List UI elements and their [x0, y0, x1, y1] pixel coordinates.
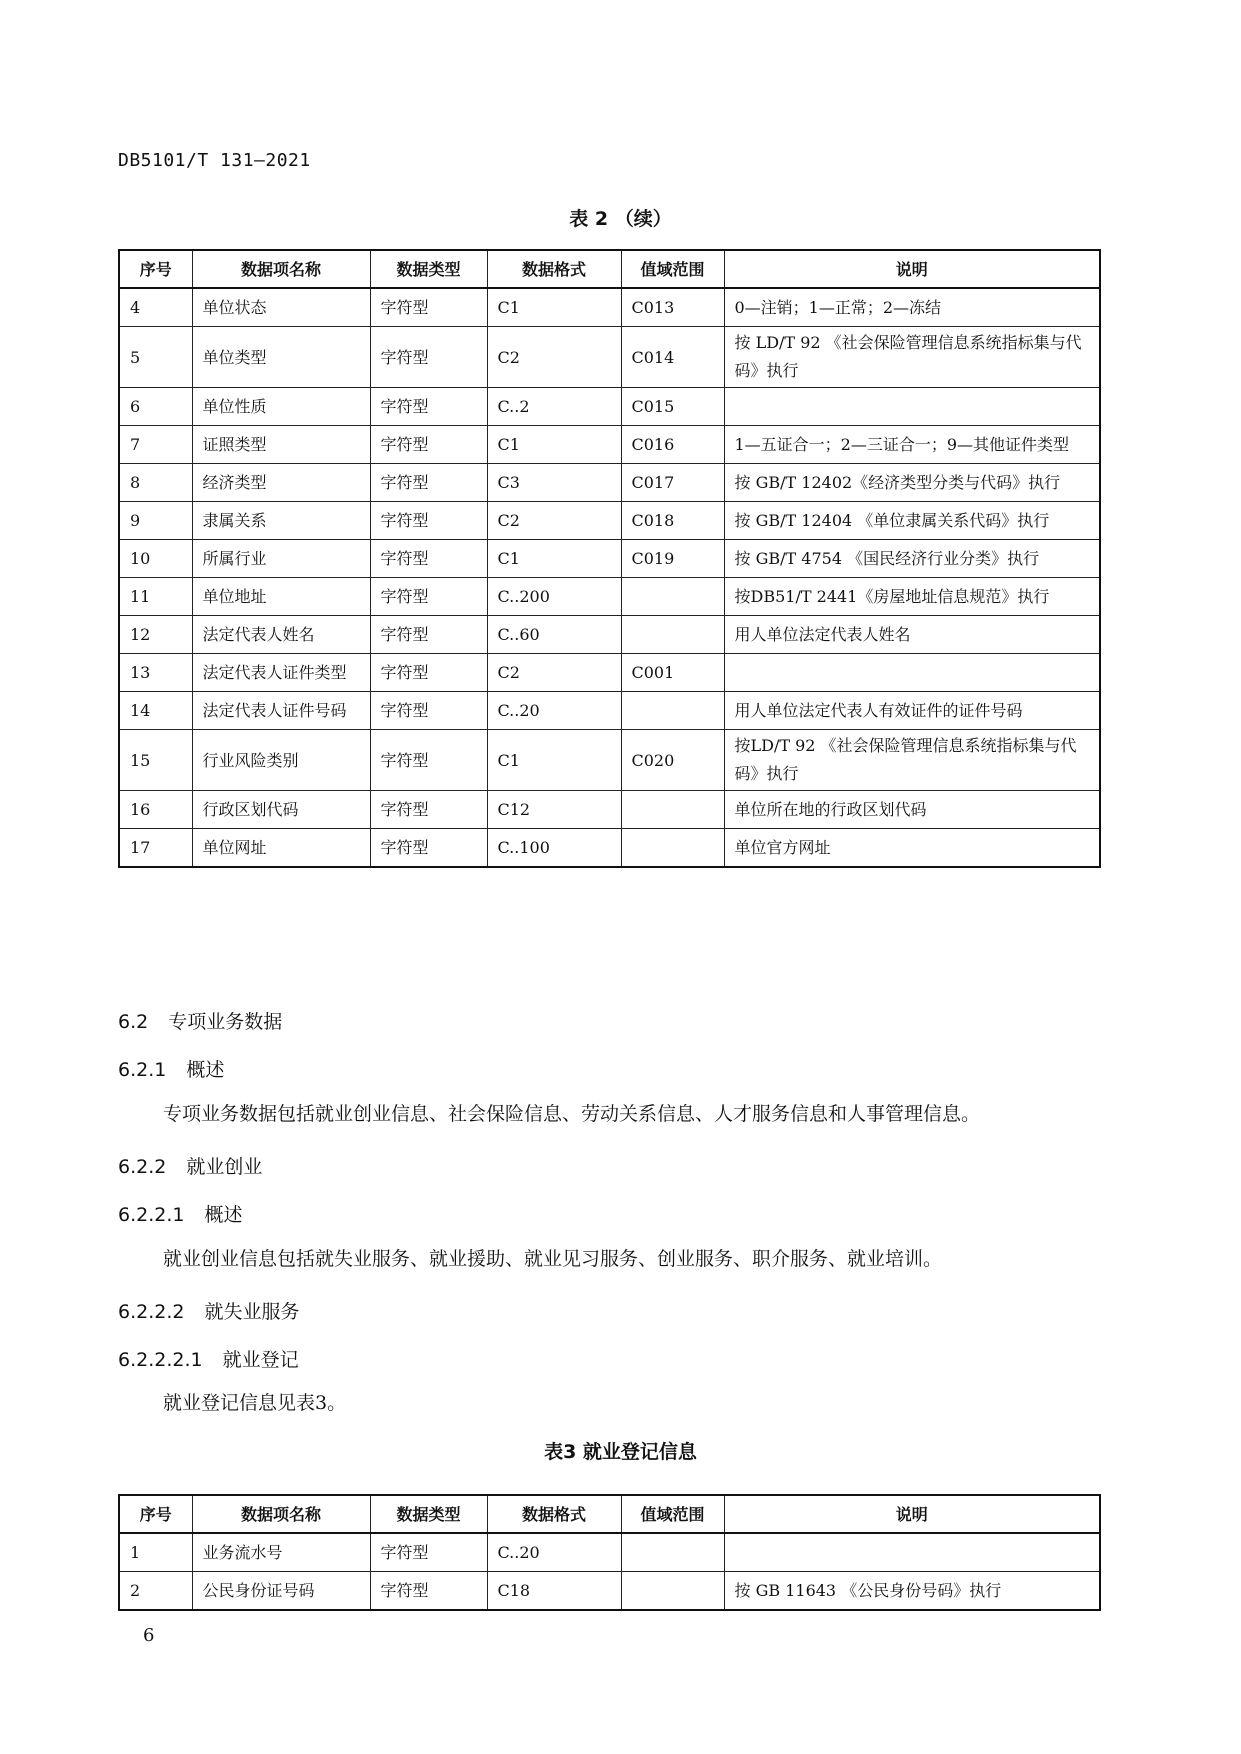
table-cell: 1—五证合一；2—三证合一；9—其他证件类型 [724, 426, 1100, 464]
table-cell: C..20 [487, 1533, 621, 1572]
section-title: 概述 [186, 1059, 225, 1081]
table-cell: C..2 [487, 388, 621, 426]
table-cell: 单位类型 [192, 327, 370, 388]
section-title: 概述 [204, 1204, 243, 1226]
column-header: 数据类型 [370, 1495, 487, 1533]
table-cell: 经济类型 [192, 464, 370, 502]
table-row [119, 327, 1100, 388]
table-cell: 字符型 [370, 502, 487, 540]
table-cell: C..60 [487, 616, 621, 654]
table-cell: C020 [621, 730, 724, 791]
table-cell: 13 [119, 654, 192, 692]
table-cell: 用人单位法定代表人姓名 [724, 616, 1100, 654]
table-cell: 按 GB/T 12404 《单位隶属关系代码》执行 [724, 502, 1100, 540]
table-cell: 12 [119, 616, 192, 654]
table-cell: 按DB51/T 2441《房屋地址信息规范》执行 [724, 578, 1100, 616]
table-cell: 法定代表人证件号码 [192, 692, 370, 730]
table-cell: 6 [119, 388, 192, 426]
column-header: 说明 [724, 1495, 1100, 1533]
table-cell [724, 1533, 1100, 1572]
table3-caption: 表3 就业登记信息 [544, 1441, 697, 1463]
table-cell: 行业风险类别 [192, 730, 370, 791]
table-row [119, 692, 1100, 730]
table-row [119, 540, 1100, 578]
table-cell: 单位所在地的行政区划代码 [724, 791, 1100, 829]
section-heading-6-2-2-2-1 [118, 1345, 299, 1372]
table-row [119, 829, 1100, 868]
section-number: 6.2.1 [118, 1059, 167, 1081]
table-cell: C001 [621, 654, 724, 692]
table-cell: 业务流水号 [192, 1533, 370, 1572]
paragraph-6-2-1: 专项业务数据包括就业创业信息、社会保险信息、劳动关系信息、人才服务信息和人事管理信息。 [163, 1103, 981, 1125]
section-number: 6.2 [118, 1011, 149, 1033]
table-cell: 单位网址 [192, 829, 370, 868]
table-cell: 行政区划代码 [192, 791, 370, 829]
table-cell: 字符型 [370, 654, 487, 692]
section-heading-6-2-2-1 [118, 1200, 243, 1227]
table-cell: 15 [119, 730, 192, 791]
table-cell: C2 [487, 654, 621, 692]
table-cell: 单位状态 [192, 288, 370, 327]
page-number: 6 [143, 1625, 155, 1646]
column-header: 序号 [119, 1495, 192, 1533]
table-cell: 字符型 [370, 791, 487, 829]
table2 [118, 249, 1101, 868]
table-cell [724, 388, 1100, 426]
column-header: 数据格式 [487, 250, 621, 288]
table-row [119, 791, 1100, 829]
table-cell: C18 [487, 1572, 621, 1611]
table-cell: 按 GB/T 12402《经济类型分类与代码》执行 [724, 464, 1100, 502]
table-cell: 字符型 [370, 692, 487, 730]
table-cell: C1 [487, 730, 621, 791]
column-header: 值域范围 [621, 1495, 724, 1533]
section-title: 专项业务数据 [168, 1011, 283, 1033]
table-row [119, 426, 1100, 464]
table3-header-row [119, 1495, 1100, 1533]
table-cell: 用人单位法定代表人有效证件的证件号码 [724, 692, 1100, 730]
table-cell: 按LD/T 92 《社会保险管理信息系统指标集与代码》执行 [724, 730, 1100, 791]
section-title: 就失业服务 [204, 1301, 300, 1323]
column-header: 数据项名称 [192, 250, 370, 288]
section-title: 就业登记 [222, 1349, 299, 1371]
table-row [119, 388, 1100, 426]
table-cell: 隶属关系 [192, 502, 370, 540]
table-cell: 单位地址 [192, 578, 370, 616]
table3 [118, 1494, 1101, 1611]
table-cell: C2 [487, 502, 621, 540]
table-cell: 单位性质 [192, 388, 370, 426]
section-heading-6-2-2-2 [118, 1297, 300, 1324]
column-header: 数据格式 [487, 1495, 621, 1533]
table-row [119, 464, 1100, 502]
table-cell: 11 [119, 578, 192, 616]
table-cell: C..100 [487, 829, 621, 868]
table-cell: 10 [119, 540, 192, 578]
table-row [119, 502, 1100, 540]
table-cell: C1 [487, 426, 621, 464]
table-cell: C..20 [487, 692, 621, 730]
section-heading-6-2-1 [118, 1055, 224, 1082]
table-cell: 2 [119, 1572, 192, 1611]
table-cell: 4 [119, 288, 192, 327]
section-number: 6.2.2.2 [118, 1301, 185, 1323]
table-cell [621, 1533, 724, 1572]
table-cell: 按 LD/T 92 《社会保险管理信息系统指标集与代码》执行 [724, 327, 1100, 388]
table-cell: C014 [621, 327, 724, 388]
table-cell [724, 654, 1100, 692]
paragraph-6-2-2-2-1: 就业登记信息见表3。 [163, 1392, 347, 1414]
section-title: 就业创业 [186, 1156, 263, 1178]
table-row [119, 288, 1100, 327]
column-header: 数据类型 [370, 250, 487, 288]
table-cell: 字符型 [370, 464, 487, 502]
paragraph-6-2-2-1: 就业创业信息包括就失业服务、就业援助、就业见习服务、创业服务、职介服务、就业培训。 [163, 1248, 943, 1270]
table-cell: 8 [119, 464, 192, 502]
table2-header-row [119, 250, 1100, 288]
table-row [119, 654, 1100, 692]
table-cell: C017 [621, 464, 724, 502]
column-header: 说明 [724, 250, 1100, 288]
table-cell: C1 [487, 288, 621, 327]
table-cell: 按 GB 11643 《公民身份号码》执行 [724, 1572, 1100, 1611]
table-cell [621, 578, 724, 616]
column-header: 值域范围 [621, 250, 724, 288]
table-cell: 字符型 [370, 616, 487, 654]
table-cell: C013 [621, 288, 724, 327]
table-row [119, 730, 1100, 791]
table-row [119, 1533, 1100, 1572]
table-cell: C2 [487, 327, 621, 388]
table-cell: C12 [487, 791, 621, 829]
table-cell [621, 791, 724, 829]
section-heading-6-2 [118, 1007, 282, 1034]
table-cell: 字符型 [370, 730, 487, 791]
table-cell: 字符型 [370, 540, 487, 578]
table2-caption: 表 2 （续） [569, 208, 672, 230]
table-cell: 7 [119, 426, 192, 464]
table-cell [621, 829, 724, 868]
table-cell: 0—注销；1—正常；2—冻结 [724, 288, 1100, 327]
table-cell [621, 692, 724, 730]
table-cell: 16 [119, 791, 192, 829]
table-cell: 17 [119, 829, 192, 868]
table-row [119, 616, 1100, 654]
table-cell: 按 GB/T 4754 《国民经济行业分类》执行 [724, 540, 1100, 578]
section-number: 6.2.2.1 [118, 1204, 185, 1226]
table-cell: 字符型 [370, 829, 487, 868]
table-cell: 1 [119, 1533, 192, 1572]
table-row [119, 578, 1100, 616]
table-cell: 字符型 [370, 1572, 487, 1611]
table-cell: 法定代表人姓名 [192, 616, 370, 654]
table-cell: 14 [119, 692, 192, 730]
table-cell [621, 1572, 724, 1611]
table-cell: 9 [119, 502, 192, 540]
section-number: 6.2.2.2.1 [118, 1349, 203, 1371]
table-cell: C018 [621, 502, 724, 540]
table-row [119, 1572, 1100, 1611]
table-cell: 字符型 [370, 578, 487, 616]
table-cell: C1 [487, 540, 621, 578]
table-cell: 法定代表人证件类型 [192, 654, 370, 692]
table-cell: 5 [119, 327, 192, 388]
table-cell: 证照类型 [192, 426, 370, 464]
table-cell: C019 [621, 540, 724, 578]
column-header: 序号 [119, 250, 192, 288]
table-cell: 字符型 [370, 288, 487, 327]
section-heading-6-2-2 [118, 1152, 262, 1179]
table-cell: 字符型 [370, 388, 487, 426]
table2-body [119, 288, 1100, 867]
table-cell: 字符型 [370, 426, 487, 464]
table-cell: 字符型 [370, 327, 487, 388]
table-cell: C015 [621, 388, 724, 426]
table-cell: C..200 [487, 578, 621, 616]
table-cell: 单位官方网址 [724, 829, 1100, 868]
table-cell: C016 [621, 426, 724, 464]
document-code: DB5101/T 131—2021 [118, 150, 311, 171]
table-cell [621, 616, 724, 654]
table-cell: C3 [487, 464, 621, 502]
table3-body [119, 1533, 1100, 1610]
table-cell: 所属行业 [192, 540, 370, 578]
table-cell: 字符型 [370, 1533, 487, 1572]
table-cell: 公民身份证号码 [192, 1572, 370, 1611]
section-number: 6.2.2 [118, 1156, 167, 1178]
column-header: 数据项名称 [192, 1495, 370, 1533]
